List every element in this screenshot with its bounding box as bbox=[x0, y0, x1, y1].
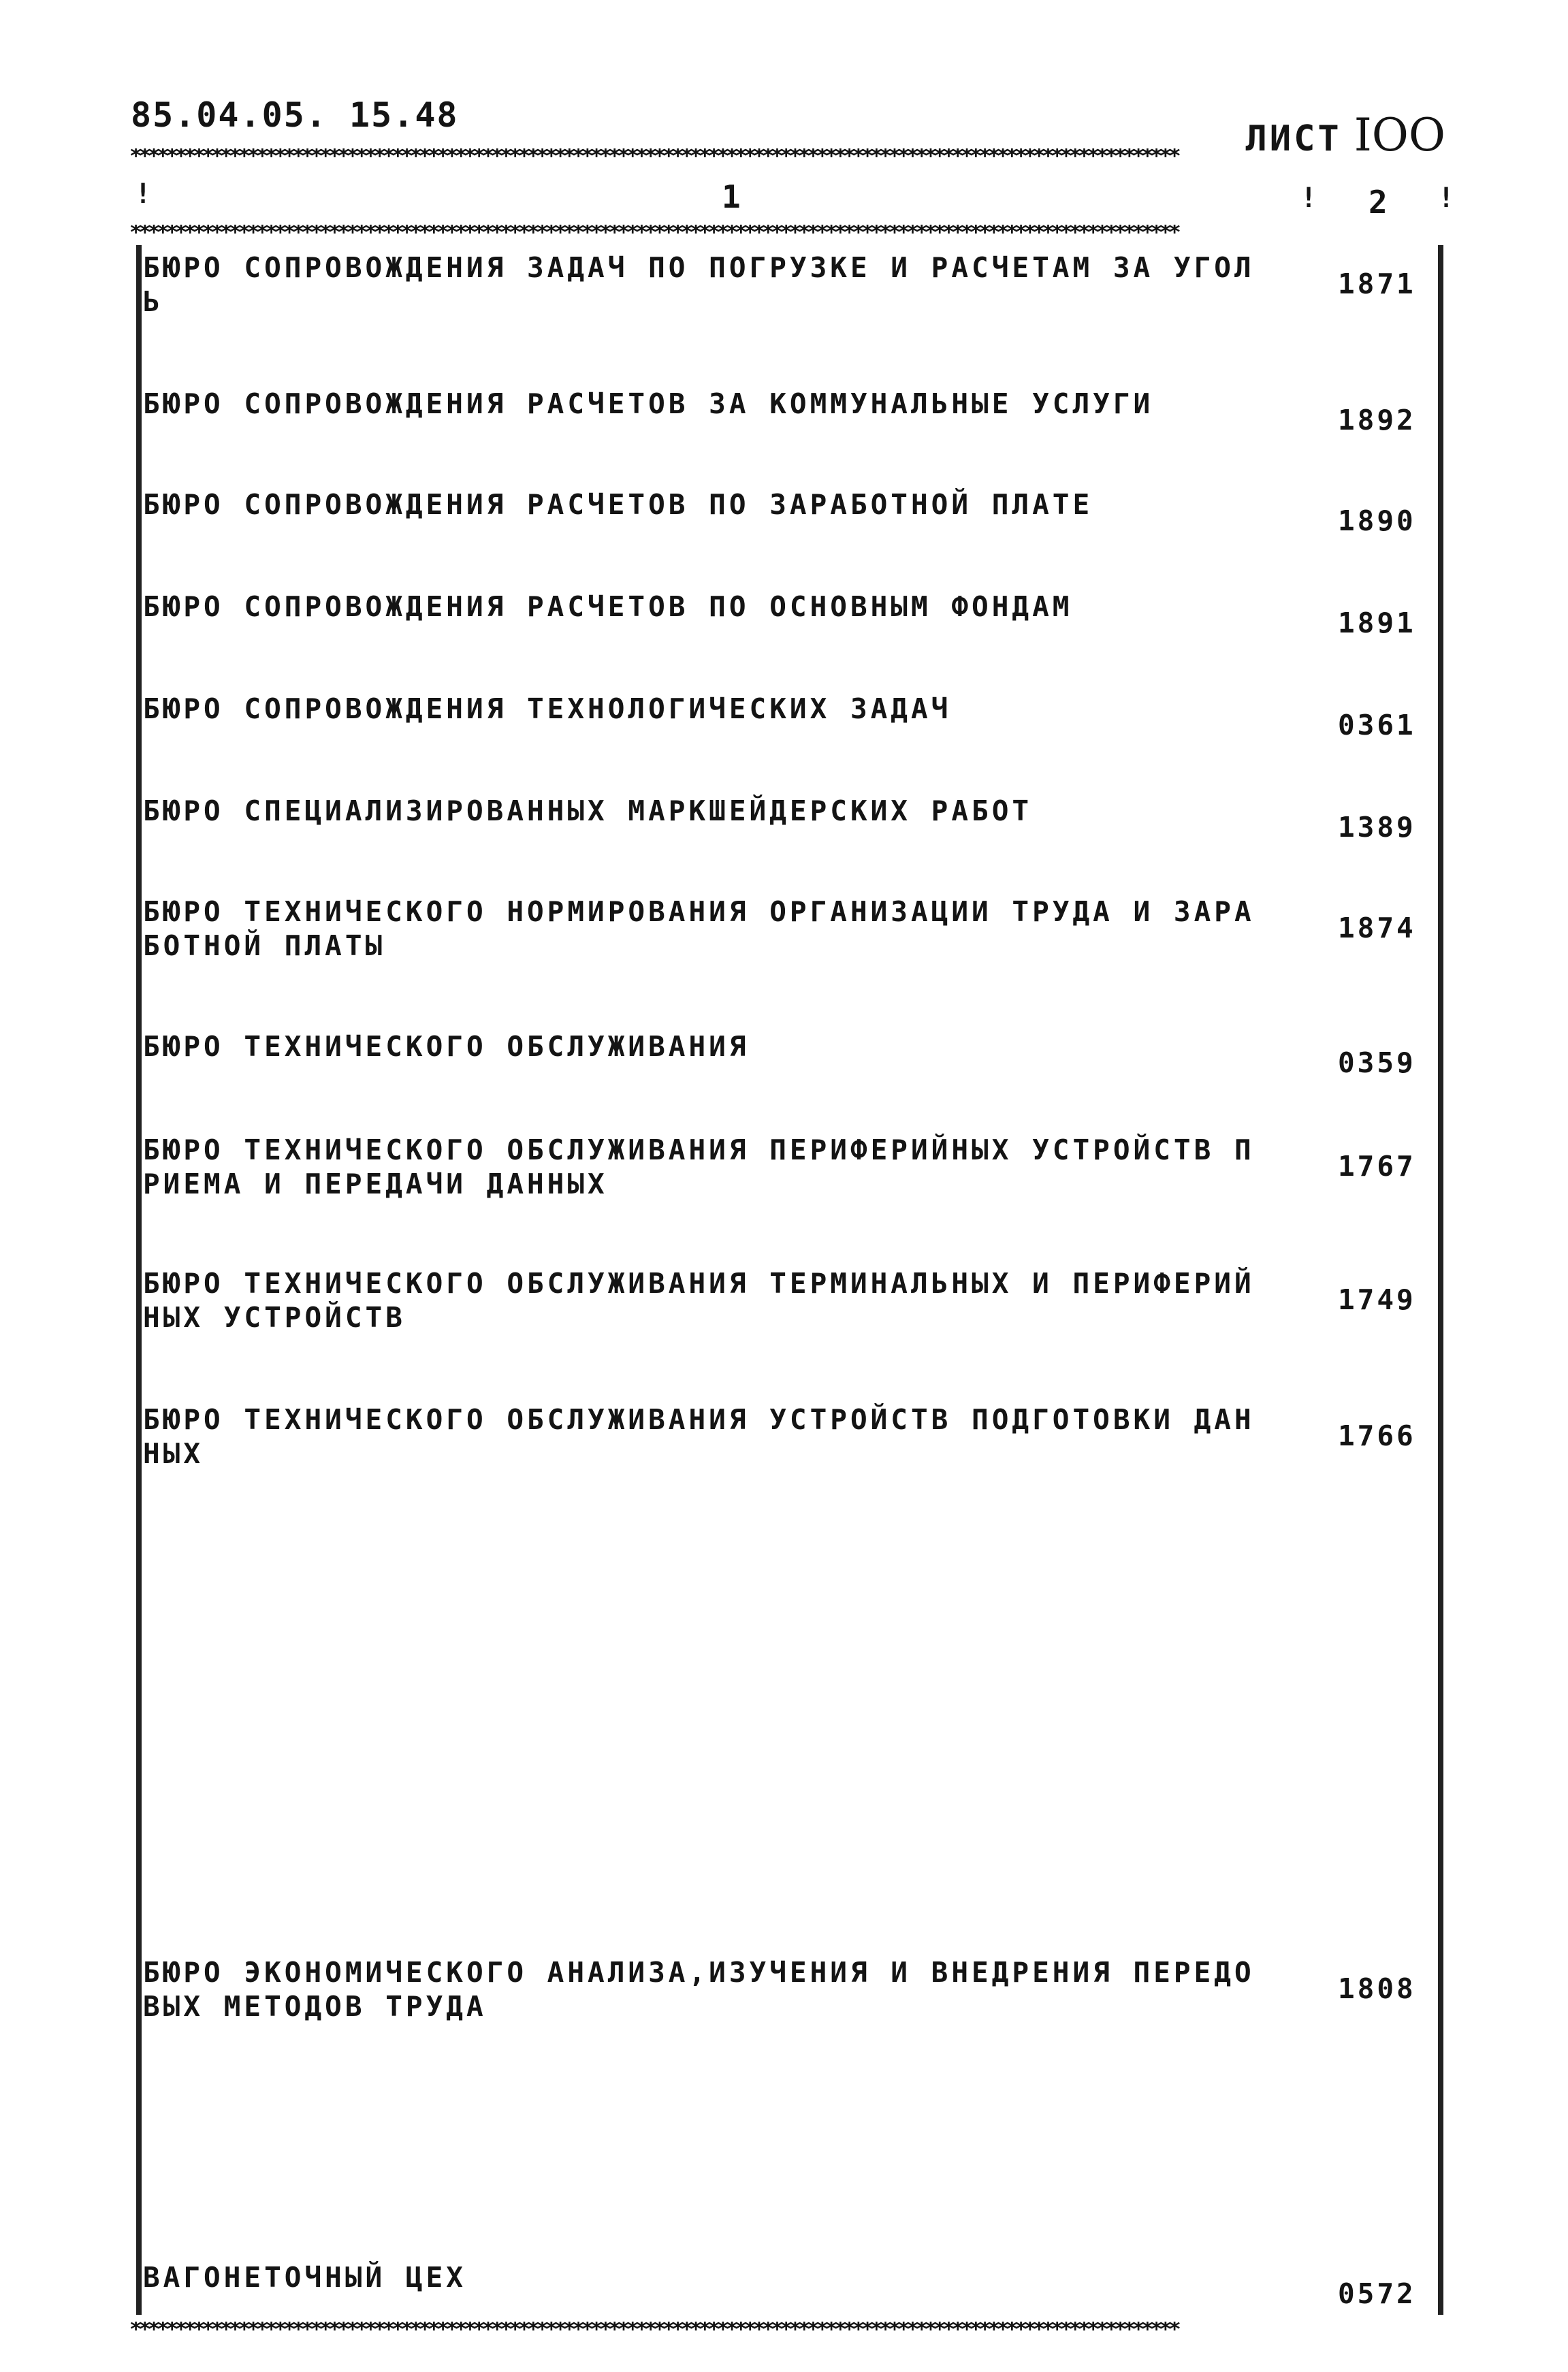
row-text: БЮРО ТЕХНИЧЕСКОГО ОБСЛУЖИВАНИЯ ПЕРИФЕРИЙНЫХ УСТРОЙСТВ П РИЕМА И ПЕРЕДАЧИ ДАННЫХ bbox=[143, 1134, 1255, 1200]
table-row bbox=[143, 1029, 1437, 1079]
border-mark: ! bbox=[1300, 182, 1317, 214]
row-text: БЮРО СОПРОВОЖДЕНИЯ РАСЧЕТОВ ЗА КОММУНАЛЬНЫЕ УСЛУГИ bbox=[143, 387, 1154, 420]
row-text: БЮРО ТЕХНИЧЕСКОГО ОБСЛУЖИВАНИЯ УСТРОЙСТВ ПОДГОТОВКИ ДАН НЫХ bbox=[143, 1403, 1255, 1470]
table-row bbox=[143, 794, 1437, 844]
row-code: 1767 bbox=[1338, 1150, 1416, 1183]
table-row bbox=[143, 1955, 1437, 2023]
table-row bbox=[143, 387, 1437, 436]
table-row bbox=[143, 251, 1437, 319]
left-border bbox=[136, 245, 142, 2315]
print-timestamp: 85.04.05. 15.48 bbox=[131, 95, 459, 135]
row-text: БЮРО СПЕЦИАЛИЗИРОВАННЫХ МАРКШЕЙДЕРСКИХ РАБОТ bbox=[143, 795, 1033, 827]
border-mark: ! bbox=[1438, 182, 1455, 214]
row-code: 1808 bbox=[1338, 1972, 1416, 2005]
row-text: ВАГОНЕТОЧНЫЙ ЦЕХ bbox=[143, 2261, 466, 2294]
column-header-1: 1 bbox=[722, 178, 741, 215]
border-mark: ! bbox=[135, 178, 152, 210]
row-text: БЮРО СОПРОВОЖДЕНИЯ РАСЧЕТОВ ПО ОСНОВНЫМ ФОНДАМ bbox=[143, 590, 1073, 623]
table-row bbox=[143, 487, 1437, 537]
sheet-number-value: IOO bbox=[1354, 109, 1445, 161]
table-row bbox=[143, 1403, 1437, 1471]
table-row bbox=[143, 1133, 1437, 1201]
row-text: БЮРО ТЕХНИЧЕСКОГО НОРМИРОВАНИЯ ОРГАНИЗАЦИИ ТРУДА И ЗАРА БОТНОЙ ПЛАТЫ bbox=[143, 895, 1255, 962]
row-text: БЮРО СОПРОВОЖДЕНИЯ ТЕХНОЛОГИЧЕСКИХ ЗАДАЧ bbox=[143, 692, 952, 725]
row-text: БЮРО ТЕХНИЧЕСКОГО ОБСЛУЖИВАНИЯ bbox=[143, 1030, 750, 1063]
row-code: 0359 bbox=[1338, 1046, 1416, 1079]
row-code: 1389 bbox=[1338, 811, 1416, 844]
row-code: 1874 bbox=[1338, 912, 1416, 944]
row-text: БЮРО СОПРОВОЖДЕНИЯ ЗАДАЧ ПО ПОГРУЗКЕ И РАСЧЕТАМ ЗА УГОЛ Ь bbox=[143, 251, 1255, 318]
row-code: 1891 bbox=[1338, 607, 1416, 639]
bottom-border: ******************************************************************************************************************** bbox=[129, 2322, 1177, 2337]
table-row bbox=[143, 895, 1437, 963]
row-code: 1871 bbox=[1338, 268, 1416, 300]
table-row bbox=[143, 1266, 1437, 1334]
row-code: 1766 bbox=[1338, 1420, 1416, 1452]
top-border: ******************************************************************************************************************** bbox=[129, 148, 1177, 163]
row-code: 0572 bbox=[1338, 2277, 1416, 2310]
table-row bbox=[143, 692, 1437, 741]
row-code: 1892 bbox=[1338, 404, 1416, 436]
row-text: БЮРО ТЕХНИЧЕСКОГО ОБСЛУЖИВАНИЯ ТЕРМИНАЛЬНЫХ И ПЕРИФЕРИЙ НЫХ УСТРОЙСТВ bbox=[143, 1267, 1255, 1334]
row-text: БЮРО ЭКОНОМИЧЕСКОГО АНАЛИЗА,ИЗУЧЕНИЯ И ВНЕДРЕНИЯ ПЕРЕДО ВЫХ МЕТОДОВ ТРУДА bbox=[143, 1956, 1255, 2023]
right-border bbox=[1438, 245, 1443, 2315]
column-header-2: 2 bbox=[1369, 184, 1388, 221]
header-divider: ******************************************************************************************************************** bbox=[129, 225, 1177, 240]
sheet-label: ЛИСТ bbox=[1245, 118, 1342, 159]
table-row bbox=[143, 590, 1437, 639]
row-code: 1749 bbox=[1338, 1283, 1416, 1316]
table-row bbox=[143, 2260, 1437, 2310]
row-code: 1890 bbox=[1338, 504, 1416, 537]
row-code: 0361 bbox=[1338, 709, 1416, 741]
row-text: БЮРО СОПРОВОЖДЕНИЯ РАСЧЕТОВ ПО ЗАРАБОТНОЙ ПЛАТЕ bbox=[143, 488, 1093, 521]
